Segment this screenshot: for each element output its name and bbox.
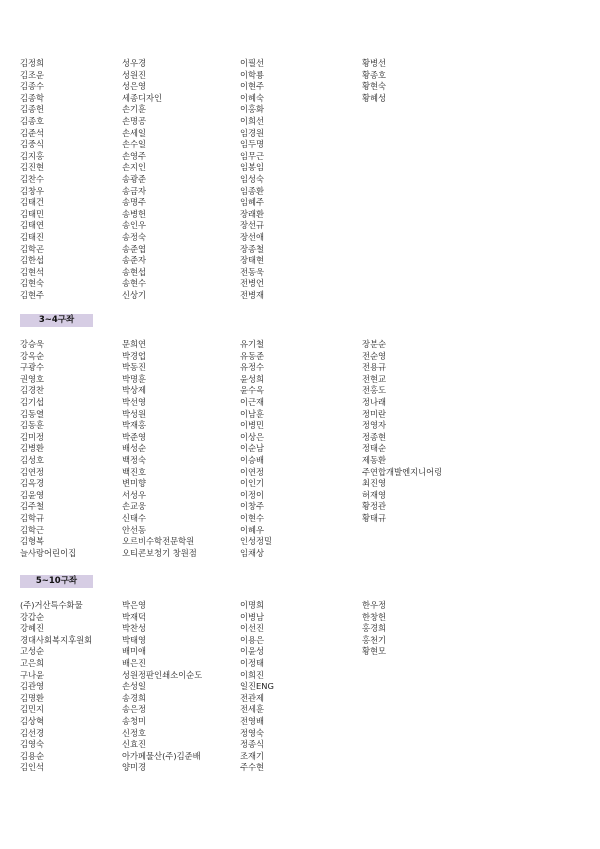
section-header-5-10: 5~10구좌 [20, 575, 93, 588]
donor-name: 장태현 [240, 255, 265, 266]
donor-name: 황태규 [362, 512, 387, 523]
donor-name: 성원정판인쇄소이순도 [122, 669, 203, 680]
donor-name: 송병헌 [122, 208, 147, 219]
donor-name: 이선진 [240, 623, 265, 634]
donor-name: 김태민 [20, 208, 45, 219]
donor-name: 김종수 [20, 81, 45, 92]
donor-name: 김태진 [20, 231, 45, 242]
donor-name: 양미경 [122, 762, 147, 773]
donor-name: 늘사랑어린이집 [20, 547, 77, 558]
donor-name: 구광수 [20, 362, 45, 373]
donor-name: 이명희 [240, 600, 265, 610]
donor-name: 이희진 [240, 669, 265, 680]
donor-name: 김인석 [20, 762, 45, 773]
donor-name: 김병환 [20, 443, 45, 454]
donor-name: 김성호 [20, 454, 45, 465]
donor-name: 김경찬 [20, 385, 45, 396]
donor-name: 이정이 [240, 489, 265, 500]
donor-name: 장선애 [240, 231, 265, 242]
donor-name: 구나윤 [20, 669, 45, 680]
donor-name: 최진영 [362, 478, 387, 489]
donor-name: 김중식 [20, 139, 45, 150]
donor-name: 전병언 [240, 278, 265, 289]
donor-name: 송현섭 [122, 266, 147, 277]
donor-name: 정태순 [362, 443, 387, 454]
donor-name: 김학규 [20, 512, 45, 523]
donor-name: 홍천기 [362, 634, 387, 645]
donor-name: 주연합개발엔지니어링 [362, 466, 443, 477]
donor-name: 김정희 [20, 58, 45, 68]
donor-name: 김종호 [20, 115, 45, 126]
donor-name: 박상제 [122, 385, 147, 396]
donor-name: 김명환 [20, 692, 45, 703]
donor-name: 이인기 [240, 478, 265, 489]
donor-name: 김진현 [20, 162, 45, 173]
name-column [240, 600, 380, 774]
donor-name: 아가페물산(주)김준배 [122, 750, 201, 761]
donor-name: 박찬성 [122, 623, 147, 634]
donor-name: 송광준 [122, 173, 147, 184]
donor-name: 정미란 [362, 408, 387, 419]
donor-name: 김주철 [20, 501, 45, 512]
donor-name: 손성일 [122, 681, 147, 692]
donor-name: 송준엽 [122, 243, 147, 254]
donor-name: 정영숙 [240, 727, 265, 738]
donor-name: 손기훈 [122, 104, 147, 115]
donor-name: 정나래 [362, 396, 387, 407]
donor-name: 김종학 [20, 92, 45, 103]
donor-name: 전세훈 [240, 704, 265, 715]
donor-name: 황현숙 [362, 81, 387, 92]
donor-name: 임혜주 [240, 197, 265, 208]
donor-name: 허재영 [362, 489, 387, 500]
donor-name: 권영호 [20, 373, 45, 384]
donor-name: 박경업 [122, 350, 147, 361]
donor-name: 황혜성 [362, 92, 387, 103]
donor-name: 신태수 [122, 512, 147, 523]
donor-name: (주)거산특수화물 [20, 600, 83, 610]
donor-name: 윤성희 [240, 373, 265, 384]
donor-name: 김창우 [20, 185, 45, 196]
donor-name: 주수현 [240, 762, 265, 773]
donor-name: 송금자 [122, 185, 147, 196]
donor-name: 김동열 [20, 408, 45, 419]
donor-name: 윤수옥 [240, 385, 265, 396]
donor-name: 강혜진 [20, 623, 45, 634]
donor-name: 신상기 [122, 289, 147, 300]
donor-name: 김상혁 [20, 715, 45, 726]
donor-name: 문희연 [122, 339, 147, 349]
donor-name: 전영배 [240, 715, 265, 726]
donor-name: 박성원 [122, 408, 147, 419]
donor-name: 전관제 [240, 692, 265, 703]
donor-name: 김준석 [20, 127, 45, 138]
donor-name: 백진호 [122, 466, 147, 477]
donor-name: 백정숙 [122, 454, 147, 465]
donor-name: 강승욱 [20, 339, 45, 349]
donor-name: 손교웅 [122, 501, 147, 512]
donor-name: 배미애 [122, 646, 147, 657]
donor-name: 장종철 [240, 243, 265, 254]
donor-name: 강옥순 [20, 350, 45, 361]
donor-name: 이창주 [240, 501, 265, 512]
donor-name: 김선경 [20, 727, 45, 738]
donor-name: 전병재 [240, 289, 265, 300]
donor-name: 박재덕 [122, 611, 147, 622]
donor-name: 이희선 [240, 115, 265, 126]
name-column [240, 339, 380, 559]
donor-name: 손수일 [122, 139, 147, 150]
name-column [240, 58, 380, 301]
donor-name: 김연정 [20, 466, 45, 477]
donor-name: 이순남 [240, 443, 265, 454]
donor-name: 박준영 [122, 431, 147, 442]
donor-name: 박선영 [122, 396, 147, 407]
donor-name: 김용순 [20, 750, 45, 761]
donor-name: 김태건 [20, 197, 45, 208]
donor-name: 한우정 [362, 600, 387, 610]
donor-name: 전현교 [362, 373, 387, 384]
donor-name: 박동진 [122, 362, 147, 373]
donor-name: 황병선 [362, 58, 387, 68]
donor-name: 김현주 [20, 289, 45, 300]
donor-name: 성원진 [122, 69, 147, 80]
donor-name: 이남훈 [240, 408, 265, 419]
donor-name: 변미향 [122, 478, 147, 489]
donor-name: 이승배 [240, 454, 265, 465]
donor-name: 신정호 [122, 727, 147, 738]
donor-name: 손영주 [122, 150, 147, 161]
donor-name: 신효진 [122, 739, 147, 750]
donor-name: 인성정밀 [240, 536, 273, 547]
donor-name: 김미정 [20, 431, 45, 442]
donor-name: 이현수 [240, 512, 265, 523]
donor-name: 세종디자인 [122, 92, 163, 103]
donor-name: 이용은 [240, 634, 265, 645]
donor-name: 김학근 [20, 524, 45, 535]
donor-name: 김관영 [20, 681, 45, 692]
donor-name: 이윤성 [240, 646, 265, 657]
donor-name: 손세일 [122, 127, 147, 138]
donor-name: 장분순 [362, 339, 387, 349]
donor-name: 한창헌 [362, 611, 387, 622]
donor-name: 성우경 [122, 58, 147, 68]
donor-name: 손지인 [122, 162, 147, 173]
donor-name: 전순영 [362, 350, 387, 361]
donor-name: 성은영 [122, 81, 147, 92]
donor-name: 김윤영 [20, 489, 45, 500]
donor-name: 배성순 [122, 443, 147, 454]
donor-name: 이상은 [240, 431, 265, 442]
donor-name: 일진ENG [240, 681, 274, 692]
donor-name: 송청미 [122, 715, 147, 726]
donor-name: 김현숙 [20, 278, 45, 289]
donor-name: 송인우 [122, 220, 147, 231]
donor-name: 김한섭 [20, 255, 45, 266]
donor-name: 임성숙 [240, 173, 265, 184]
donor-name: 전홍도 [362, 385, 387, 396]
donor-name: 김형복 [20, 536, 45, 547]
donor-name: 김옥경 [20, 478, 45, 489]
donor-name: 박태영 [122, 634, 147, 645]
donor-name: 임봉임 [240, 162, 265, 173]
donor-name: 송경희 [122, 692, 147, 703]
donor-name: 김영숙 [20, 739, 45, 750]
donor-name: 박명훈 [122, 373, 147, 384]
donor-name: 김지홍 [20, 150, 45, 161]
name-column [362, 600, 502, 658]
donor-name: 임채상 [240, 547, 265, 558]
donor-name: 김동훈 [20, 420, 45, 431]
donor-name: 이현주 [240, 81, 265, 92]
donor-name: 임경원 [240, 127, 265, 138]
donor-name: 김찬수 [20, 173, 45, 184]
donor-name: 김기섭 [20, 396, 45, 407]
donor-name: 이근재 [240, 396, 265, 407]
donor-name: 김학곤 [20, 243, 45, 254]
donor-name: 김조운 [20, 69, 45, 80]
donor-name: 정영자 [362, 420, 387, 431]
donor-name: 김민지 [20, 704, 45, 715]
donor-name: 김태연 [20, 220, 45, 231]
donor-name: 안선동 [122, 524, 147, 535]
section-header-3-4: 3~4구좌 [20, 314, 93, 327]
donor-name: 이병남 [240, 611, 265, 622]
donor-name: 임종환 [240, 185, 265, 196]
donor-name: 강갑순 [20, 611, 45, 622]
donor-name: 유정수 [240, 362, 265, 373]
donor-name: 경대사회복지후원회 [20, 634, 93, 645]
donor-name: 정종현 [362, 431, 387, 442]
donor-name: 김현석 [20, 266, 45, 277]
donor-name: 홍경희 [362, 623, 387, 634]
donor-name: 손명공 [122, 115, 147, 126]
donor-name: 오르비수학전문학원 [122, 536, 195, 547]
donor-name: 정종식 [240, 739, 265, 750]
donor-name: 송은정 [122, 704, 147, 715]
donor-name: 이혜우 [240, 524, 265, 535]
donor-name: 이필선 [240, 58, 265, 68]
name-column [362, 339, 502, 525]
donor-name: 송준자 [122, 255, 147, 266]
donor-name: 전용규 [362, 362, 387, 373]
donor-name: 장선규 [240, 220, 265, 231]
donor-name: 송명주 [122, 197, 147, 208]
donor-name: 유동준 [240, 350, 265, 361]
donor-name: 임무근 [240, 150, 265, 161]
donor-name: 박재홍 [122, 420, 147, 431]
donor-name: 이연정 [240, 466, 265, 477]
donor-name: 고은희 [20, 657, 45, 668]
donor-name: 제동환 [362, 454, 387, 465]
donor-name: 배은진 [122, 657, 147, 668]
donor-name: 이병민 [240, 420, 265, 431]
donor-name: 송현수 [122, 278, 147, 289]
donor-name: 유기철 [240, 339, 265, 349]
donor-name: 이혜숙 [240, 92, 265, 103]
donor-name: 임두명 [240, 139, 265, 150]
donor-name: 이학룡 [240, 69, 265, 80]
donor-name: 전동욱 [240, 266, 265, 277]
donor-name: 황정관 [362, 501, 387, 512]
donor-name: 이홍화 [240, 104, 265, 115]
donor-name: 송정숙 [122, 231, 147, 242]
donor-name: 황현모 [362, 646, 387, 657]
name-column [362, 58, 502, 104]
donor-name: 고성순 [20, 646, 45, 657]
donor-name: 오티콘보청기 창원점 [122, 547, 197, 558]
donor-name: 이정태 [240, 657, 265, 668]
donor-name: 서성우 [122, 489, 147, 500]
donor-name: 박은영 [122, 600, 147, 610]
donor-name: 김종헌 [20, 104, 45, 115]
donor-name: 조재기 [240, 750, 265, 761]
donor-name: 장래환 [240, 208, 265, 219]
donor-name: 황종호 [362, 69, 387, 80]
